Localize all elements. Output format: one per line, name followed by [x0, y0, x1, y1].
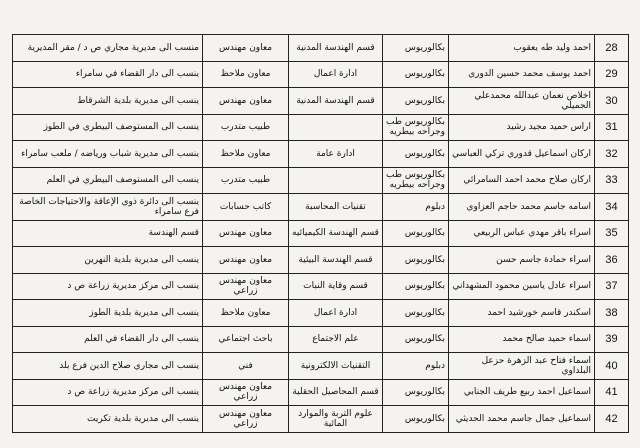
table-body: [13, 35, 629, 433]
degree-cell: بكالوريوس: [383, 406, 449, 433]
employee-name-cell: اركان صلاح محمد احمد السامرائي: [449, 167, 595, 194]
specialty-cell: ادارة عامة: [289, 141, 383, 168]
specialty-cell: تقنيات المحاسبة: [289, 194, 383, 221]
employee-name-cell: احمد يوسف محمد حسين الدوري: [449, 61, 595, 88]
employee-name-cell: اسماء فتاح عبد الزهرة حزعل البلداوي: [449, 353, 595, 380]
table-row: [13, 300, 629, 327]
employee-name-cell: اسراء عادل ياسين محمود المشهداني: [449, 273, 595, 300]
job-title-cell: معاون مهندس زراعي: [203, 379, 289, 406]
employee-name-cell: اسماء حميد صالح محمد: [449, 326, 595, 353]
specialty-cell: قسم الهندسة المدنية: [289, 88, 383, 115]
row-number-cell: 32: [595, 141, 629, 168]
job-title-cell: باحث اجتماعي: [203, 326, 289, 353]
job-title-cell: كاتب حسابات: [203, 194, 289, 221]
placement-cell: ينسب الى مديرية شباب ورياضه / ملعب سامراء: [13, 141, 203, 168]
degree-cell: بكالوريوس: [383, 141, 449, 168]
row-number-cell: 42: [595, 406, 629, 433]
employee-name-cell: احمد وليد طه يعقوب: [449, 35, 595, 62]
placement-cell: ينسب الى دائرة ذوي الإعاقة والاحتياجات الخاصة فرع سامراء: [13, 194, 203, 221]
degree-cell: بكالوريوس: [383, 61, 449, 88]
job-title-cell: معاون مهندس زراعي: [203, 273, 289, 300]
degree-cell: بكالوريوس: [383, 300, 449, 327]
row-number-cell: 34: [595, 194, 629, 221]
job-title-cell: معاون مهندس: [203, 220, 289, 247]
table-row: [13, 194, 629, 221]
row-number-cell: 31: [595, 114, 629, 141]
table-row: [13, 353, 629, 380]
table-row: [13, 220, 629, 247]
degree-cell: بكالوريوس: [383, 220, 449, 247]
job-title-cell: معاون مهندس زراعي: [203, 406, 289, 433]
degree-cell: بكالوريوس: [383, 379, 449, 406]
table-row: [13, 114, 629, 141]
placement-cell: منسب الى مديرية مجاري ص د / مقر المديرية: [13, 35, 203, 62]
placement-cell: ينسب الى مديرية بلدية الشرقاط: [13, 88, 203, 115]
specialty-cell: [289, 167, 383, 194]
specialty-cell: علم الاجتماع: [289, 326, 383, 353]
degree-cell: دبلوم: [383, 353, 449, 380]
placement-cell: قسم الهندسة: [13, 220, 203, 247]
placement-cell: ينسب الى مديرية بلدية تكريت: [13, 406, 203, 433]
degree-cell: بكالوريوس: [383, 326, 449, 353]
degree-cell: بكالوريوس طب وجراحه بيطريه: [383, 167, 449, 194]
row-number-cell: 35: [595, 220, 629, 247]
employee-name-cell: اسكندر قاسم خورشيد احمد: [449, 300, 595, 327]
placement-cell: ينسب الى مركز مديرية زراعة ص د: [13, 379, 203, 406]
employee-name-cell: اراس حميد مجيد رشيد: [449, 114, 595, 141]
degree-cell: بكالوريوس: [383, 35, 449, 62]
specialty-cell: قسم الهندسة الكيميائيه: [289, 220, 383, 247]
table-row: [13, 247, 629, 274]
table-row: [13, 35, 629, 62]
placement-cell: ينسب الى دار القضاء في العلم: [13, 326, 203, 353]
degree-cell: دبلوم: [383, 194, 449, 221]
specialty-cell: ادارة اعمال: [289, 61, 383, 88]
placement-cell: ينسب الى مديرية بلدية الطوز: [13, 300, 203, 327]
job-title-cell: معاون ملاحظ: [203, 141, 289, 168]
degree-cell: بكالوريوس: [383, 273, 449, 300]
row-number-cell: 30: [595, 88, 629, 115]
degree-cell: بكالوريوس طب وجراحه بيطريه: [383, 114, 449, 141]
specialty-cell: علوم التربة والموارد المائية: [289, 406, 383, 433]
specialty-cell: [289, 114, 383, 141]
job-title-cell: معاون مهندس: [203, 88, 289, 115]
table-row: [13, 167, 629, 194]
table-row: [13, 326, 629, 353]
degree-cell: بكالوريوس: [383, 88, 449, 115]
placement-cell: ينسب الى مركز مديرية زراعة ص د: [13, 273, 203, 300]
table-row: [13, 273, 629, 300]
employee-name-cell: اركان اسماعيل قدوري تركي العباسي: [449, 141, 595, 168]
row-number-cell: 39: [595, 326, 629, 353]
job-title-cell: طبيب متدرب: [203, 167, 289, 194]
employee-name-cell: اسامه جاسم محمد حاجم العزاوي: [449, 194, 595, 221]
specialty-cell: قسم الهندسة المدنية: [289, 35, 383, 62]
employee-name-cell: اسماعيل جمال جاسم محمد الحديثي: [449, 406, 595, 433]
job-title-cell: معاون ملاحظ: [203, 61, 289, 88]
placement-cell: ينسب الى مديرية بلدية النهرين: [13, 247, 203, 274]
row-number-cell: 36: [595, 247, 629, 274]
employee-name-cell: اسراء باقر مهدي عباس الربيعي: [449, 220, 595, 247]
row-number-cell: 37: [595, 273, 629, 300]
row-number-cell: 33: [595, 167, 629, 194]
employee-name-cell: اسراء حمادة جاسم حسن: [449, 247, 595, 274]
row-number-cell: 41: [595, 379, 629, 406]
employee-name-cell: اخلاص نعمان عبدالله محمدعلي الجميلي: [449, 88, 595, 115]
table-row: [13, 141, 629, 168]
table-row: [13, 88, 629, 115]
specialty-cell: التقنيات الالكترونية: [289, 353, 383, 380]
job-title-cell: فني: [203, 353, 289, 380]
placement-cell: ينسب الى المستوصف البيطري في العلم: [13, 167, 203, 194]
job-title-cell: طبيب متدرب: [203, 114, 289, 141]
row-number-cell: 38: [595, 300, 629, 327]
row-number-cell: 28: [595, 35, 629, 62]
appointments-table: [12, 34, 629, 433]
job-title-cell: معاون ملاحظ: [203, 300, 289, 327]
table-row: [13, 61, 629, 88]
row-number-cell: 40: [595, 353, 629, 380]
specialty-cell: قسم المحاصيل الحقلية: [289, 379, 383, 406]
table-row: [13, 379, 629, 406]
appointments-table-sheet: [12, 34, 628, 442]
table-row: [13, 406, 629, 433]
placement-cell: ينسب الى دار القضاء في سامراء: [13, 61, 203, 88]
placement-cell: ينسب الى مجاري صلاح الدين فرع بلد: [13, 353, 203, 380]
degree-cell: بكالوريوس: [383, 247, 449, 274]
row-number-cell: 29: [595, 61, 629, 88]
employee-name-cell: اسماعيل احمد ربيع طريف الجنابي: [449, 379, 595, 406]
job-title-cell: معاون مهندس: [203, 247, 289, 274]
specialty-cell: قسم وقاية النبات: [289, 273, 383, 300]
job-title-cell: معاون مهندس: [203, 35, 289, 62]
specialty-cell: قسم الهندسة البيئية: [289, 247, 383, 274]
specialty-cell: ادارة اعمال: [289, 300, 383, 327]
placement-cell: ينسب الى المستوصف البيطري في الطوز: [13, 114, 203, 141]
